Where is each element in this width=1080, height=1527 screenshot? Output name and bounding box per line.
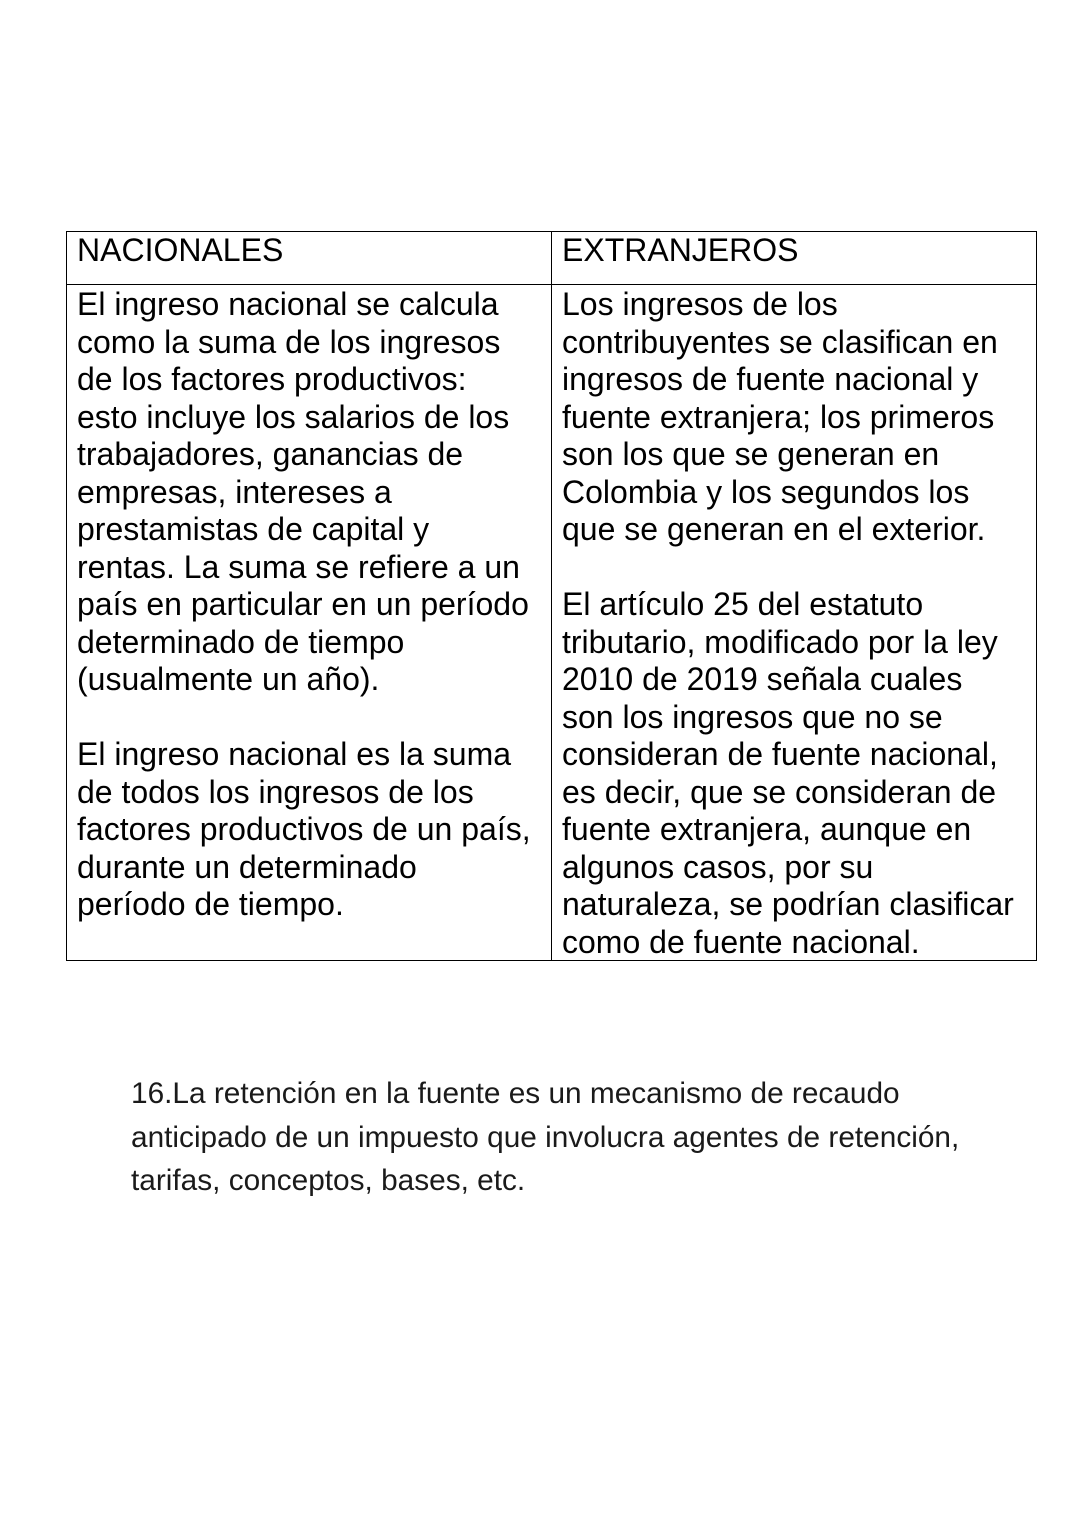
retencion-note-paragraph: 16.La retención en la fuente es un mecanismo de recaudo anticipado de un impuesto que involucra agentes de retención, tarifas, conceptos, bases, etc.	[131, 1077, 960, 1197]
table-column-divider	[551, 231, 552, 961]
extranjeros-paragraph-1: Los ingresos de los contribuyentes se clasifican en ingresos de fuente nacional y fuente extranjera; los primeros son los que se generan en Colombia y los segundos los que se generan en el exterior.	[562, 286, 998, 547]
nacionales-paragraph-2: El ingreso nacional es la suma de todos los ingresos de los factores productivos de un país, durante un determinado período de tiempo.	[77, 736, 531, 922]
extranjeros-paragraph-2: El artículo 25 del estatuto tributario, modificado por la ley 2010 de 2019 señala cuales son los ingresos que no se consideran de fuente nacional, es decir, que se consideran de fuente extranjera, aunque en algunos casos, por su naturaleza, se podrían clasificar como de fuente nacional.	[562, 586, 1014, 960]
nacionales-paragraph-1: El ingreso nacional se calcula como la suma de los ingresos de los factores productivos: esto incluye los salarios de los trabajadores, ganancias de empresas, intereses a prestamistas de capital y rentas. La suma se refiere a un país en particular en un período determinado de tiempo (usualmente un año).	[77, 286, 529, 697]
header-nacionales: NACIONALES	[77, 232, 284, 268]
header-extranjeros: EXTRANJEROS	[562, 232, 799, 268]
